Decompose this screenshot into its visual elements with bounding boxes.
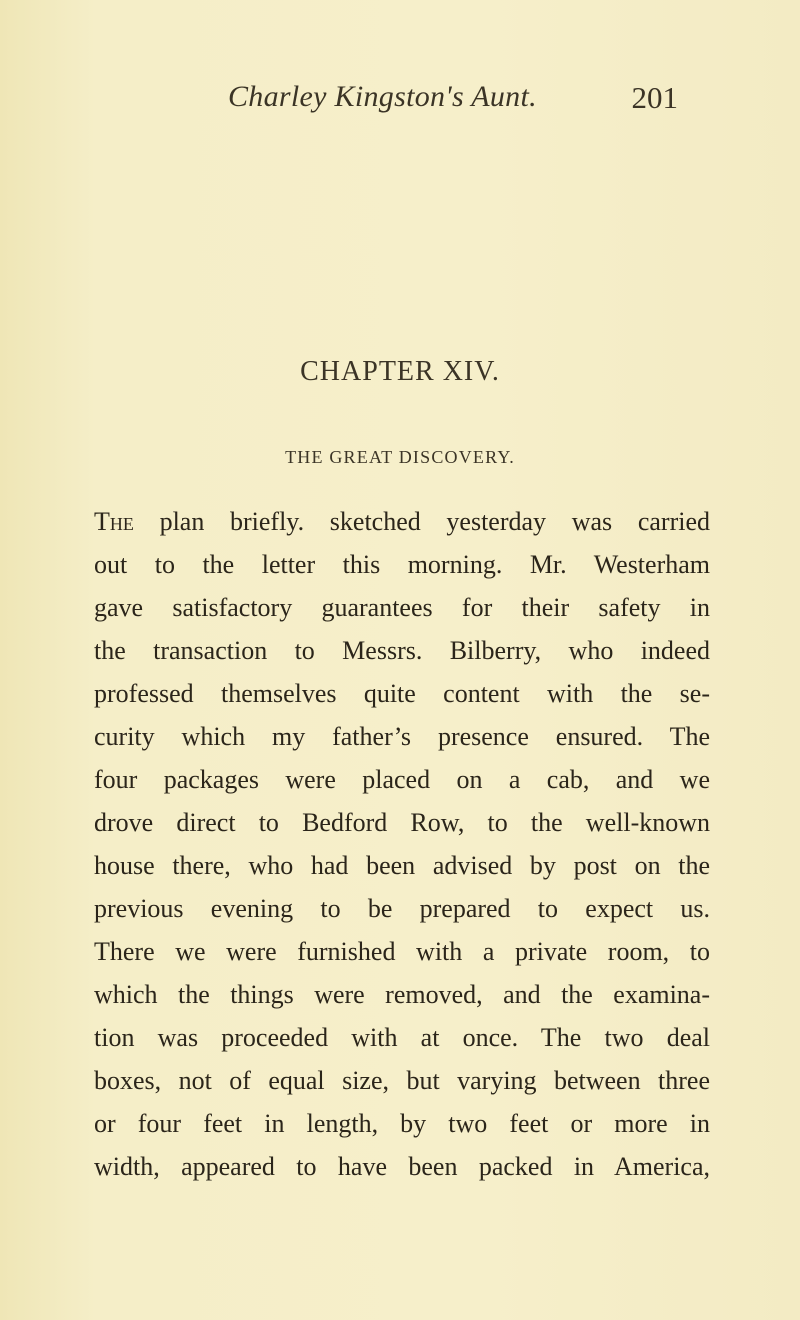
text-line: There we were furnished with a private room, to (94, 937, 710, 966)
body-paragraph (94, 500, 710, 1188)
text-line-content: plan briefly. sketched yesterday was carried (133, 507, 710, 536)
text-line: width, appeared to have been packed in America, (94, 1152, 710, 1181)
text-line: drove direct to Bedford Row, to the well-known (94, 808, 710, 837)
text-line: professed themselves quite content with the se- (94, 679, 710, 708)
text-line: out to the letter this morning. Mr. Westerham (94, 550, 710, 579)
page-number: 201 (631, 80, 678, 115)
chapter-title: CHAPTER XIV. (300, 356, 500, 387)
text-line: the transaction to Messrs. Bilberry, who indeed (94, 636, 710, 665)
text-line: or four feet in length, by two feet or more in (94, 1109, 710, 1138)
text-line: tion was proceeded with at once. The two deal (94, 1023, 710, 1052)
chapter-subtitle: THE GREAT DISCOVERY. (285, 447, 515, 467)
text-line: which the things were removed, and the examina- (94, 980, 710, 1009)
text-line: curity which my father’s presence ensured. The (94, 722, 710, 751)
text-line: boxes, not of equal size, but varying between three (94, 1066, 710, 1095)
opening-word: The (94, 507, 134, 536)
running-title: Charley Kingston's Aunt. (228, 80, 537, 113)
text-line (94, 500, 710, 543)
text-line: house there, who had been advised by post on the (94, 851, 710, 880)
text-line: four packages were placed on a cab, and we (94, 765, 710, 794)
text-line: gave satisfactory guarantees for their safety in (94, 593, 710, 622)
text-line: previous evening to be prepared to expect us. (94, 894, 710, 923)
running-head (228, 80, 678, 120)
